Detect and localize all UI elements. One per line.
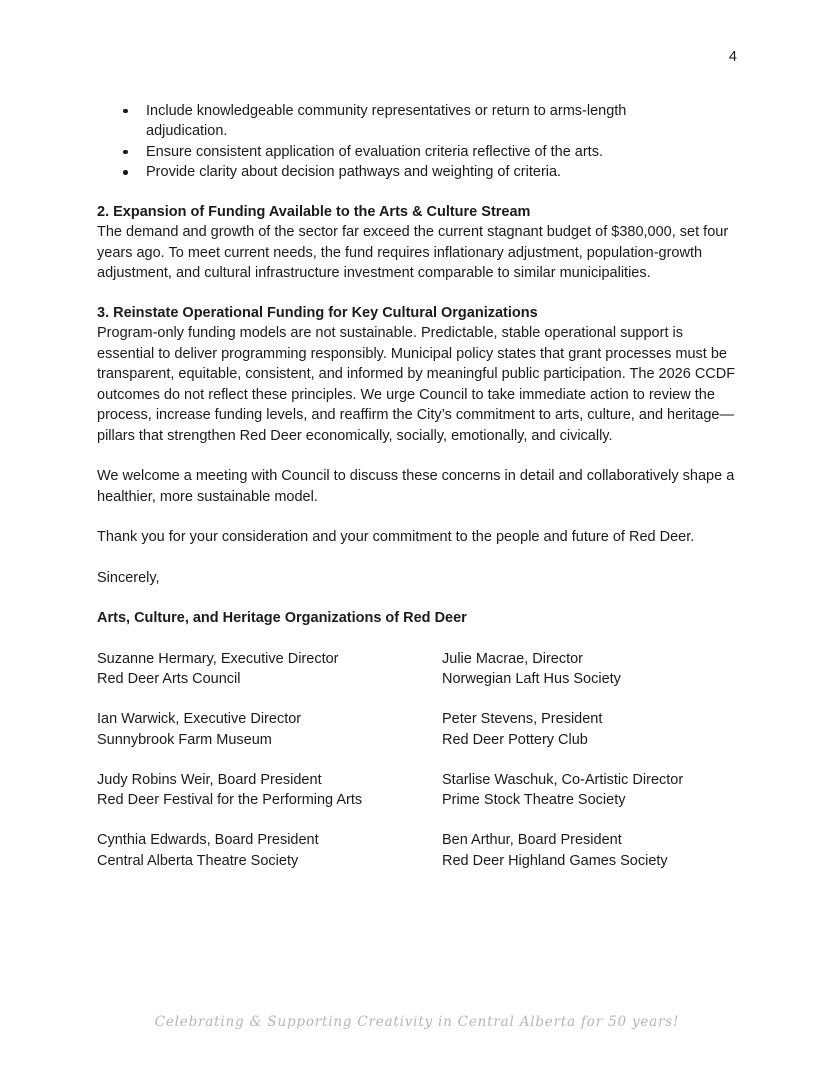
signature-grid: [97, 649, 737, 872]
bullet-text: Include knowledgeable community representatives or return to arms-length adjudication.: [146, 102, 627, 139]
signatory-name: Cynthia Edwards, Board President: [97, 832, 319, 848]
signatory-name: Starlise Waschuk, Co-Artistic Director: [442, 771, 684, 788]
signatory-org: Central Alberta Theatre Society: [97, 852, 299, 869]
signature-block: [97, 770, 442, 811]
signatory-org: Norwegian Laft Hus Society: [442, 671, 621, 687]
signatory-name: Suzanne Hermary, Executive Director: [97, 650, 339, 667]
bullet-list: [97, 101, 737, 183]
paragraph-thanks: Thank you for your consideration and your commitment to the people and future of Red Deer.: [97, 529, 695, 545]
section-heading-3: 3. Reinstate Operational Funding for Key Cultural Organizations: [97, 304, 538, 321]
signatory-org: Red Deer Festival for the Performing Arts: [97, 792, 363, 808]
paragraph-meeting: We welcome a meeting with Council to discuss these concerns in detail and collaboratively shape a healthier, more sustainable model.: [97, 468, 735, 505]
signatory-org: Sunnybrook Farm Museum: [97, 731, 272, 748]
section-body-2: The demand and growth of the sector far exceed the current stagnant budget of $380,000, set four years ago. To meet current needs, the fund requires inflationary adjustment, population-growth adjustment, and cultural infrastructure investment comparable to similar municipalities.: [97, 224, 729, 281]
signature-block: [442, 830, 737, 871]
signature-block: [97, 649, 442, 690]
section-heading-2: 2. Expansion of Funding Available to the Arts & Culture Stream: [97, 203, 531, 220]
bullet-item: [97, 142, 737, 163]
bullet-item: [97, 101, 737, 142]
signature-block: [97, 709, 442, 750]
bullet-item: [97, 162, 737, 183]
signature-block: [442, 770, 737, 811]
signatory-org: Red Deer Pottery Club: [442, 731, 588, 748]
signatory-org: Red Deer Highland Games Society: [442, 852, 668, 869]
signature-block: [97, 830, 442, 871]
page-number: 4: [728, 49, 737, 65]
bullet-icon: [123, 150, 128, 155]
signatory-name: Ben Arthur, Board President: [442, 832, 622, 848]
signatory-name: Ian Warwick, Executive Director: [97, 711, 302, 727]
bullet-icon: [123, 170, 128, 175]
signatory-org: Red Deer Arts Council: [97, 671, 241, 687]
bullet-text: Provide clarity about decision pathways and weighting of criteria.: [146, 164, 562, 180]
signatory-name: Judy Robins Weir, Board President: [97, 771, 322, 788]
signatories-heading: Arts, Culture, and Heritage Organizations of Red Deer: [97, 610, 467, 626]
signature-block: [442, 649, 737, 690]
bullet-text: Ensure consistent application of evaluation criteria reflective of the arts.: [146, 143, 603, 160]
signature-block: [442, 709, 737, 750]
signatory-name: Julie Macrae, Director: [442, 650, 584, 667]
footer-tagline: Celebrating & Supporting Creativity in Central Alberta for 50 years!: [154, 1014, 680, 1030]
section-body-3: Program-only funding models are not sustainable. Predictable, stable operational support is essential to deliver programming responsibly. Municipal policy states that grant processes must be transparent, equitable, consistent, and informed by meaningful public participation. The 2026 CCDF outcomes do not reflect these principles. We urge Council to take immediate action to review the process, increase funding levels, and reaffirm the City’s commitment to arts, culture, and heritage—pillars that strengthen Red Deer economically, socially, emotionally, and civically.: [97, 325, 736, 444]
bullet-icon: [123, 109, 128, 114]
signatory-org: Prime Stock Theatre Society: [442, 792, 626, 808]
closing-line: Sincerely,: [97, 569, 160, 586]
signatory-name: Peter Stevens, President: [442, 711, 603, 727]
